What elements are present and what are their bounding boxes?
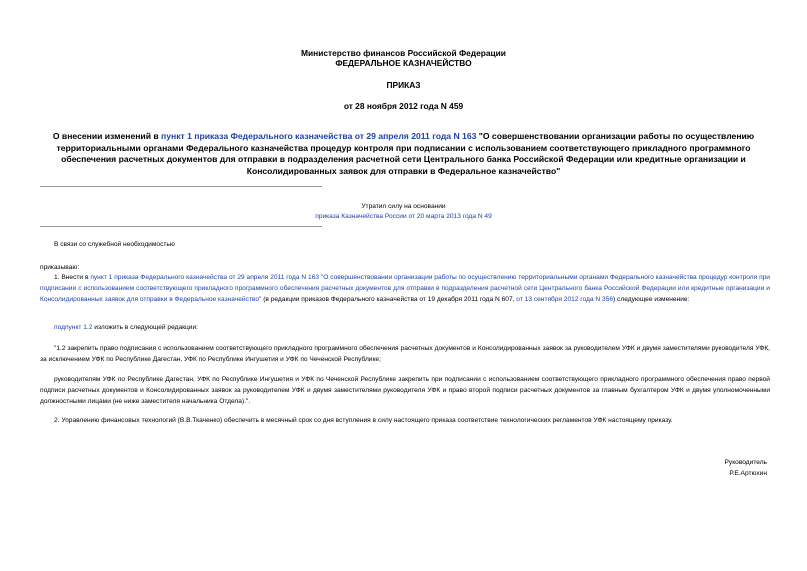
item-1-link[interactable]: пункт 1 приказа Федерального казначейства от 29 апреля 2011 года N 163 "О совершенствовании организации работы по осуществлению территориальными органами Федерального казначейства процедур контроля при подписании с использованием соответствующего прикладного программного обеспечения расчетных документов для отправки в подразделения расчетной сети Центрального банка Российской Федерации или кредитные организации и Консолидированных заявок для отправки в Федеральное казначейство" bbox=[40, 274, 770, 303]
document-subject bbox=[40, 131, 767, 177]
quote-paragraph-2 bbox=[40, 374, 770, 407]
subitem-link[interactable]: подпункт 1.2 bbox=[54, 324, 93, 331]
subject-prefix: О внесении изменений в bbox=[52, 131, 162, 141]
item-1-mid: (в редакции приказов Федерального казначейства от 19 декабря 2011 года N 607, bbox=[261, 296, 517, 303]
item-1-link-2[interactable]: от 13 сентября 2012 года N 356 bbox=[516, 296, 614, 303]
item-2-text: 2. Управлению финансовых технологий (В.В.Ткаченко) обеспечить в месячный срок со дня вступления в силу настоящего приказа соответствие технологических регламентов УФК настоящему приказу. bbox=[54, 417, 673, 424]
divider-top bbox=[40, 186, 322, 187]
subitem-paragraph bbox=[54, 322, 754, 333]
agency-name: ФЕДЕРАЛЬНОЕ КАЗНАЧЕЙСТВО bbox=[335, 58, 472, 68]
void-note-link[interactable]: приказа Казначейства России от 20 марта 2013 года N 49 bbox=[315, 213, 492, 220]
signature-title: Руководитель bbox=[724, 459, 767, 466]
item-2-paragraph bbox=[40, 415, 770, 426]
divider-bottom bbox=[40, 226, 322, 227]
quote-2-text: руководителям УФК по Республике Дагестан, УФК по Республике Ингушетия и УФК по Чеченской Республике закрепить при подписании с использованием соответствующего прикладного программного обеспечения право первой подписи расчетных документов и Консолидированных заявок за руководителем УФК и двумя заместителями руководителя УФК и право второй подписи расчетных документов за главным бухгалтером УФК и двумя уполномоченными должностными лицами (не ниже заместителя начальника Отдела).". bbox=[40, 376, 770, 405]
preamble-text: В связи со служебной необходимостью bbox=[54, 241, 175, 248]
void-note-line1: Утратил силу на основании bbox=[361, 203, 446, 210]
quote-1-text: "1.2 закрепить право подписания с использованием соответствующего прикладного программного обеспечения расчетных документов и Консолидированных заявок за руководителем УФК и двумя заместителями руководителя УФК, за исключением УФК по Республике Дагестан, УФК по Республике Ингушетия и УФК по Чеченской Республике; bbox=[40, 345, 770, 363]
item-1-prefix: 1. Внести в bbox=[54, 274, 91, 281]
document-type: ПРИКАЗ bbox=[386, 80, 421, 90]
item-1-end: ) следующее изменение: bbox=[613, 296, 690, 303]
subject-link[interactable]: пункт 1 приказа Федерального казначейства от 29 апреля 2011 года N 163 bbox=[161, 131, 477, 141]
ministry-name: Министерство финансов Российской Федерации bbox=[301, 48, 506, 58]
order-word: приказываю: bbox=[40, 264, 80, 271]
item-1-paragraph bbox=[40, 272, 770, 305]
subitem-rest: изложить в следующей редакции: bbox=[92, 324, 198, 331]
subject-suffix: "О совершенствовании организации работы по осуществлению территориальными органами Федерального казначейства процедур контроля при подписании с использованием соответствующего прикладного программного обеспечения расчетных документов для отправки в подразделения расчетной сети Центрального банка Российской Федерации или кредитные организации и Консолидированных заявок для отправки в Федеральное казначейство" bbox=[56, 131, 755, 176]
quote-paragraph-1 bbox=[40, 343, 770, 365]
signature-name: Р.Е.Артюхин bbox=[729, 470, 767, 477]
document-date: от 28 ноября 2012 года N 459 bbox=[343, 101, 464, 111]
